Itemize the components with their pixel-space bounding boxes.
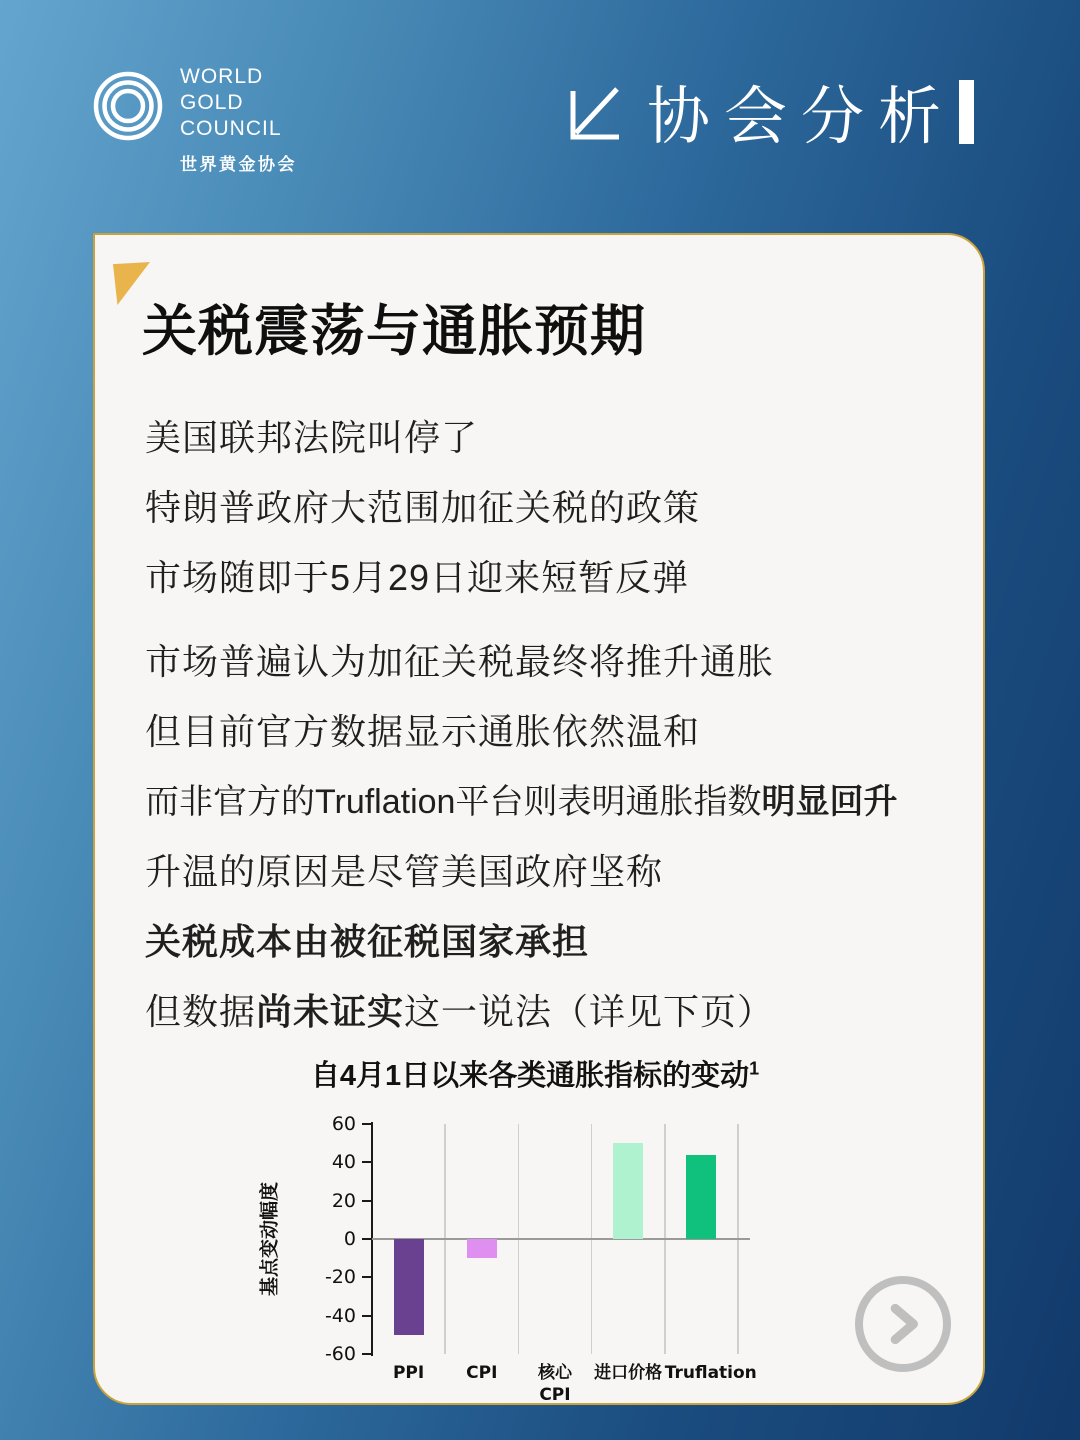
brand-name-chinese: 世界黄金协会 [180,155,297,174]
y-tick-label: 60 [331,1113,356,1135]
body-text-segment: 这一说法（详见下页） [404,991,775,1032]
body-text-segment: 但数据 [145,991,257,1032]
y-tick-mark [362,1238,371,1240]
x-axis-label: 核心 CPI [537,1363,572,1405]
paragraph-line [145,907,955,977]
inflation-chart [255,1053,815,1405]
x-axis-labels [372,1362,757,1406]
body-text-segment: 特朗普政府大范围加征关税的政策 [145,487,701,528]
y-tick-label: -60 [324,1343,356,1365]
x-axis-label: PPI [392,1363,425,1383]
y-tick-label: 0 [343,1228,356,1250]
body-text-segment: 而非官方的Truflation平台则表明通胀指数 [145,783,762,821]
paragraph-line [145,977,955,1047]
y-tick-label: 20 [331,1189,356,1212]
bar-PPI [394,1239,424,1335]
emphasis-text: 尚未证实 [256,991,405,1032]
bar-CPI [467,1239,497,1258]
x-axis-label: Truflation [664,1363,757,1383]
header-title: 协会分析 [647,82,955,152]
brand-line-council: COUNCIL [180,117,282,140]
body-text-segment: 美国联邦法院叫停了 [145,417,479,458]
paragraph-line [145,473,955,543]
bar-Truflation [686,1155,716,1239]
body-text-segment: 市场随即于5月29日迎来短暂反弹 [145,557,690,598]
card-body-text [145,403,955,1047]
y-tick-label: -20 [324,1266,356,1289]
brand-text [180,64,297,175]
x-axis-label: CPI [466,1363,498,1383]
wgc-rings-icon [92,70,164,142]
y-tick-mark [362,1200,371,1202]
chart-title-footnote-marker: 1 [749,1058,760,1079]
paragraph-line [145,627,955,697]
paragraph-line [145,697,955,767]
arrow-down-left-icon [565,81,621,143]
y-tick-mark [362,1315,371,1317]
wgc-logo [92,64,297,175]
y-tick-label: -40 [324,1304,356,1327]
emphasis-text: 明显回升 [761,783,898,821]
body-text-segment: 市场普遍认为加征关税最终将推升通胀 [145,641,775,682]
chart-plot-area [258,1113,757,1405]
body-text-segment: 但目前官方数据显示通胀依然温和 [145,711,701,752]
paragraph-line [145,837,955,907]
chart-title [255,1053,815,1094]
paragraph-line [145,543,955,613]
y-tick-mark [362,1123,371,1125]
card-title: 关税震荡与通胀预期 [142,300,647,362]
emphasis-text: 关税成本由被征税国家承担 [145,921,590,962]
y-axis-label: 基点变动幅度 [258,1181,281,1297]
paragraph-line [145,767,955,837]
header-title-row [565,66,974,157]
analysis-card [93,233,985,1405]
y-tick-label: 40 [331,1151,356,1174]
x-axis-label: 进口价格 [594,1363,663,1383]
paragraph-line [145,403,955,473]
body-text-segment: 升温的原因是尽管美国政府坚称 [145,851,664,892]
brand-line-world: WORLD [180,65,264,88]
title-accent-bar [959,80,974,144]
next-page-button[interactable] [855,1276,951,1372]
y-tick-mark [362,1161,371,1163]
chart-title-text: 自4月1日以来各类通胀指标的变动 [310,1060,750,1092]
y-tick-mark [362,1276,371,1278]
chevron-right-icon [877,1298,929,1350]
bar-进口价格 [613,1143,643,1239]
brand-line-gold: GOLD [180,91,244,114]
y-tick-mark [362,1353,371,1355]
